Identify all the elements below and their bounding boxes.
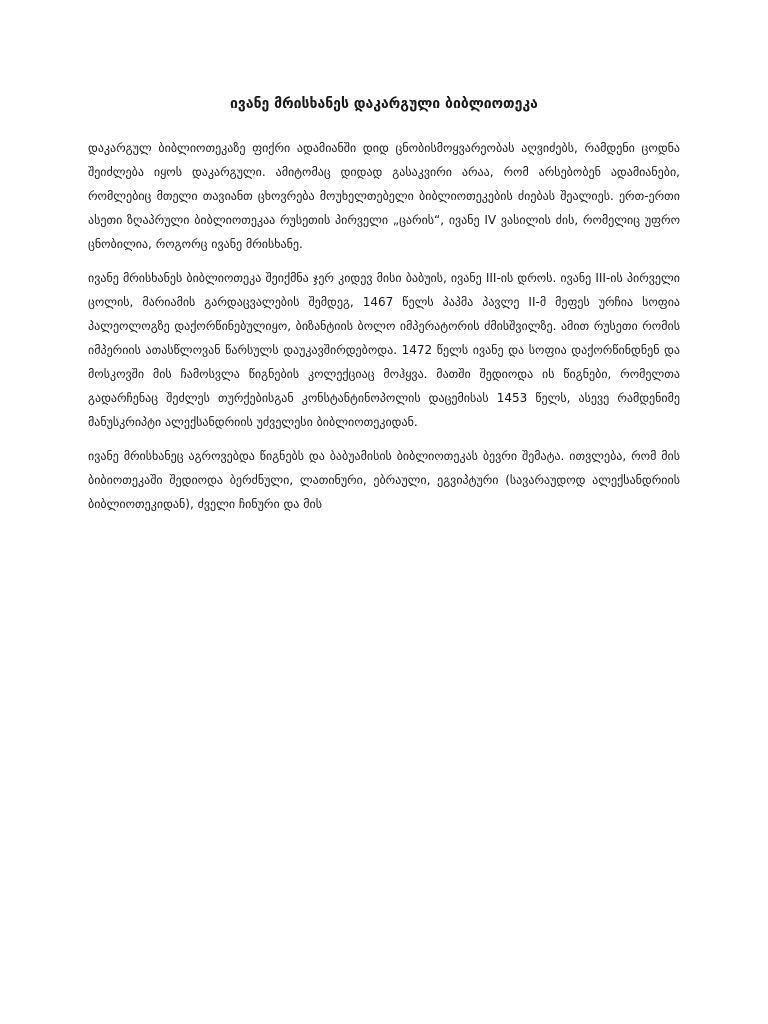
paragraph-1: დაკარგულ ბიბლიოთეკაზე ფიქრი ადამიანში დიდ ცნობისმოყვარეობას აღვიძებს, რამდენი ცოდნა შეიძლება იყოს დაკარგული. ამიტომაც დიდად გასაკვირი არაა, რომ არსებობენ ადამიანები, რომლებიც მთელი თავიანთ ცხოვრება მოუხელთებელი ბიბლიოთეკების ძიებას შეალიეს. ერთ-ერთი ასეთი ზღაპრული ბიბლიოთეკაა რუსეთის პირველი „ცარის“, ივანე IV ვასილის ძის, რომელიც უფრო ცნობილია, როგორც ივანე მრისხანე. <box>88 141 680 251</box>
document-title: ივანე მრისხანეს დაკარგული ბიბლიოთეკა <box>230 96 538 112</box>
paragraph-2: ივანე მრისხანეს ბიბლიოთეკა შეიქმნა ჯერ კიდევ მისი ბაბუის, ივანე III-ის დროს. ივანე III-ის პირველი ცოლის, მარიამის გარდაცვალების შემდეგ, 1467 წელს პაპმა პავლე II-მ მეფეს ურჩია სოფია პალეოლოგზე დაქორწინებულიყო, ბიზანტიის ბოლო იმპერატორის ძმისშვილზე. ამით რუსეთი რომის იმპერიის ათასწლოვან წარსულს დაუკავშირდებოდა. 1472 წელს ივანე და სოფია დაქორწინდნენ და მოსკოვში მის ჩამოსვლა წიგნების კოლექციაც მოჰყვა. მათში შედიოდა ის წიგნები, რომელთა გადარჩენაც შეძლეს თურქებისგან კონსტანტინოპოლის დაცემისას 1453 წელს, ასევე რამდენიმე მანუსკრიპტი ალექსანდრიის უძველესი ბიბლიოთეკიდან. <box>88 271 680 429</box>
paragraph-3: ივანე მრისხანეც აგროვებდა წიგნებს და ბაბუამისის ბიბლიოთეკას ბევრი შემატა. ითვლება, რომ მის ბიბიოთეკაში შედიოდა ბერძნული, ლათინური, ებრაული, ეგვიპტური (სავარაუდოდ ალექსანდრიის ბიბლიოთეკიდან), ძველი ჩინური და მის <box>88 449 680 511</box>
document-page <box>88 92 680 526</box>
